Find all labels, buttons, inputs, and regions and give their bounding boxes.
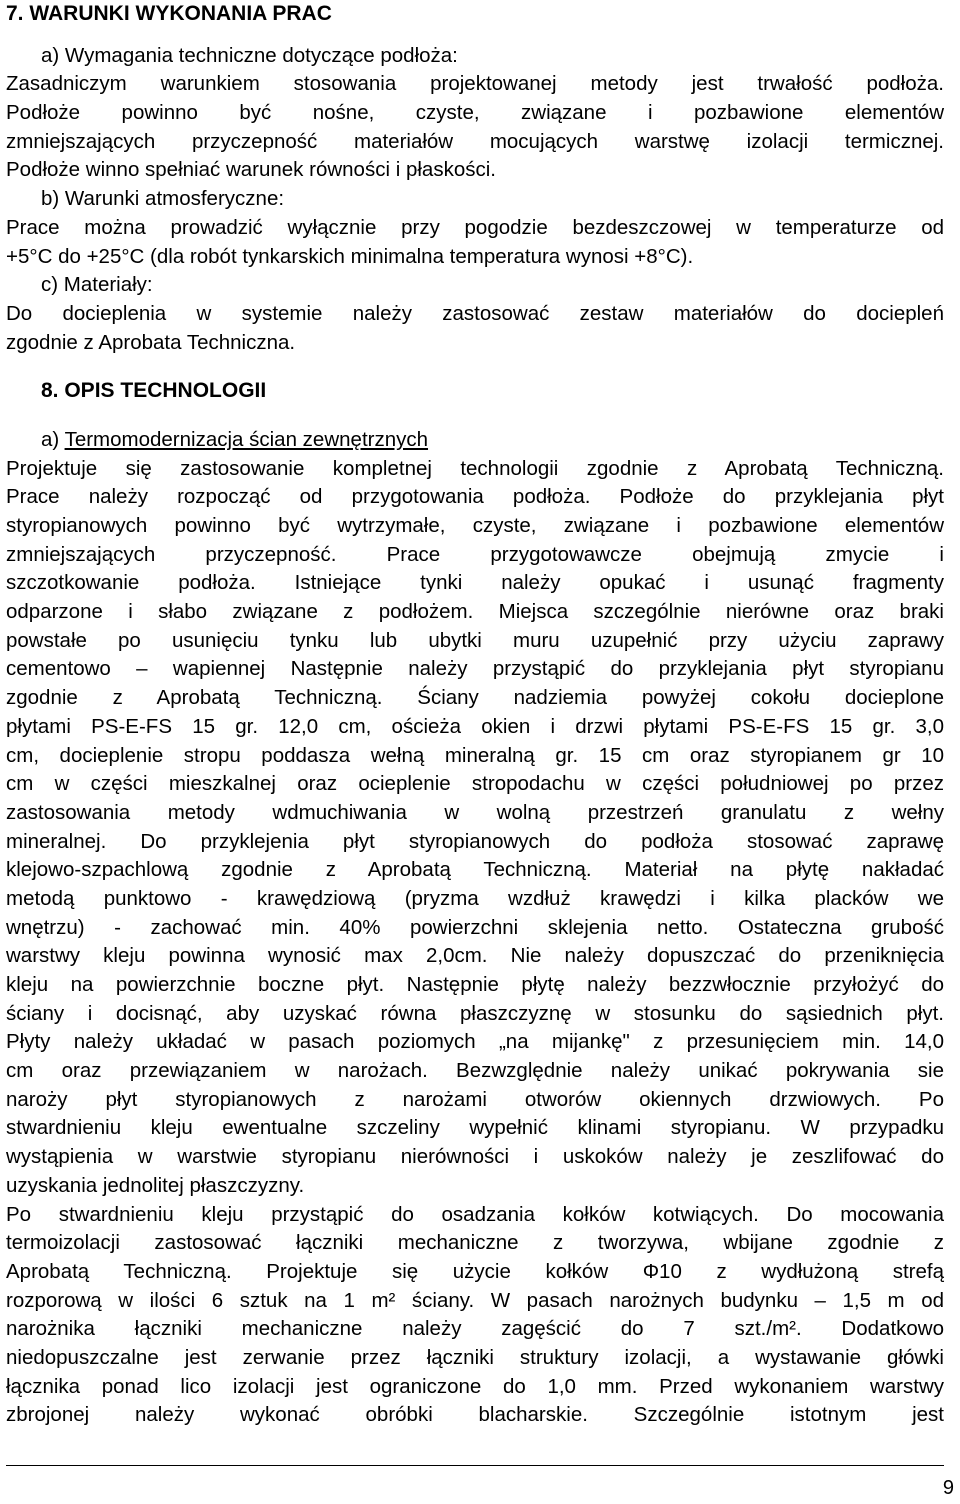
page-number: 9	[942, 1477, 954, 1499]
paragraph-line: styropianowych powinno być wytrzymałe, czyste, związane i pozbawione elementów	[6, 514, 944, 537]
paragraph-line: uzyskania jednolitej płaszczyzny.	[6, 1173, 305, 1197]
paragraph-line: zgodnie z Aprobatą Techniczną. Ściany nadziemia powyżej cokołu docieplone	[6, 686, 944, 710]
section-7c-label: c) Materiały:	[41, 273, 153, 297]
paragraph-line: klejowo-szpachlową zgodnie z Aprobatą Techniczną. Materiał na płytę nakładać	[6, 858, 944, 882]
paragraph-line: wnętrzu) - zachować min. 40% powierzchni sklejenia netto. Ostateczna grubość	[6, 915, 944, 939]
paragraph-line: Podłoże powinno być nośne, czyste, związane i pozbawione elementów	[6, 101, 944, 125]
paragraph-line: Projektuje się zastosowanie kompletnej technologii zgodnie z Aprobatą Techniczną.	[6, 456, 944, 480]
paragraph-line: zmniejszających przyczepność materiałów mocujących warstwę izolacji termicznej.	[6, 129, 944, 153]
paragraph-line: Płyty należy układać w pasach poziomych „na mijankę" z przesunięciem min. 14,0	[6, 1030, 944, 1054]
paragraph-line: Do docieplenia w systemie należy zastosować zestaw materiałów do dociepleń	[6, 301, 944, 325]
paragraph-line: zmniejszających przyczepność. Prace przygotowawcze obejmują zmycie i	[6, 542, 944, 566]
paragraph-line: Podłoże winno spełniać warunek równości i płaskości.	[6, 158, 496, 182]
paragraph-line: niedopuszczalne jest zerwanie przez łączniki struktury izolacji, a wystawanie główki	[6, 1345, 944, 1369]
section-8-heading: 8. OPIS TECHNOLOGII	[41, 379, 267, 403]
paragraph-line: powstałe po usunięciu tynku lub ubytki muru uzupełnić przy użyciu zaprawy	[6, 628, 944, 652]
paragraph-line: warstwy kleju powinna wynosić max 2,0cm. Nie należy dopuszczać do przeniknięcia	[6, 944, 944, 968]
paragraph-line: zastosowania metody wdmuchiwania w wolną przestrzeń granulatu z wełny	[6, 800, 944, 824]
paragraph-line: zbrojonej należy wykonać obróbki blacharskie. Szczególnie istotnym jest	[6, 1403, 944, 1427]
paragraph-line: Zasadniczym warunkiem stosowania projektowanej metody jest trwałość podłoża.	[6, 72, 944, 96]
spacer	[6, 357, 944, 377]
spacer	[6, 29, 944, 42]
paragraph-line: cm oraz przewiązaniem w narożach. Bezwzględnie należy unikać pokrywania sie	[6, 1059, 944, 1083]
footer-divider	[6, 1465, 944, 1466]
paragraph-line: Aprobatą Techniczną. Projektuje się użycie kołków Φ10 z wydłużoną strefą	[6, 1259, 944, 1283]
paragraph-line: cm w części mieszkalnej oraz ocieplenie stropodachu w części południowej po przez	[6, 772, 944, 796]
paragraph-line: ściany i docisnąć, aby uzyskać równa płaszczyznę w stosunku do sąsiednich płyt.	[6, 1001, 944, 1025]
paragraph-line: termoizolacji zastosować łączniki mechaniczne z tworzywa, wbijane zgodnie z	[6, 1231, 944, 1255]
paragraph-line: metodą punktowo - krawędziową (pryzma wzdłuż krawędzi i kilka placków we	[6, 886, 944, 910]
spacer	[6, 406, 944, 426]
document-page	[6, 0, 944, 1430]
section-7a-label: a) Wymagania techniczne dotyczące podłoża:	[41, 43, 458, 67]
paragraph-line: zgodnie z Aprobata Techniczna.	[6, 330, 296, 354]
paragraph-line: rozporową w ilości 6 sztuk na 1 m² ściany. W pasach narożnych budynku – 1,5 m od	[6, 1288, 944, 1312]
paragraph-line: stwardnieniu kleju ewentualne szczeliny wypełnić klinami styropianu. W przypadku	[6, 1116, 944, 1140]
section-7b-label: b) Warunki atmosferyczne:	[41, 187, 285, 211]
section-8a-title: Termomodernizacja ścian zewnętrznych	[64, 427, 429, 451]
paragraph-line: +5°C do +25°C (dla robót tynkarskich minimalna temperatura wynosi +8°C).	[6, 244, 694, 268]
paragraph-line: kleju na powierzchnie boczne płyt. Następnie płytę należy bezzwłocznie przyłożyć do	[6, 973, 944, 996]
paragraph-line: Prace należy rozpocząć od przygotowania podłoża. Podłoże do przyklejania płyt	[6, 485, 944, 509]
paragraph-line: szczotkowanie podłoża. Istniejące tynki należy opukać i usunąć fragmenty	[6, 571, 944, 595]
paragraph-line: wystąpienia w warstwie styropianu nierówności i uskoków należy je zeszlifować do	[6, 1145, 944, 1169]
section-7-heading: 7. WARUNKI WYKONANIA PRAC	[6, 2, 332, 25]
section-8a-label	[6, 426, 944, 455]
section-8a-prefix: a)	[41, 427, 65, 451]
paragraph-line: łącznika ponad lico izolacji jest ograniczone do 1,0 mm. Przed wykonaniem warstwy	[6, 1374, 944, 1398]
paragraph-line: płytami PS-E-FS 15 gr. 12,0 cm, ościeża okien i drzwi płytami PS-E-FS 15 gr. 3,0	[6, 714, 944, 738]
paragraph-line: Prace można prowadzić wyłącznie przy pogodzie bezdeszczowej w temperaturze od	[6, 215, 944, 239]
paragraph-line: mineralnej. Do przyklejenia płyt styropianowych do podłoża stosować zaprawę	[6, 829, 944, 853]
paragraph-line: Po stwardnieniu kleju przystąpić do osadzania kołków kotwiących. Do mocowania	[6, 1202, 944, 1226]
paragraph-line: narożnika łączniki mechaniczne należy zagęścić do 7 szt./m². Dodatkowo	[6, 1317, 944, 1341]
paragraph-line: naroży płyt styropianowych z narożami otworów okiennych drzwiowych. Po	[6, 1087, 944, 1111]
paragraph-line: odparzone i słabo związane z podłożem. Miejsca szczególnie nierówne oraz braki	[6, 600, 944, 624]
paragraph-line: cementowo – wapiennej Następnie należy przystąpić do przyklejania płyt styropianu	[6, 657, 944, 681]
paragraph-line: cm, docieplenie stropu poddasza wełną mineralną gr. 15 cm oraz styropianem gr 10	[6, 743, 944, 767]
